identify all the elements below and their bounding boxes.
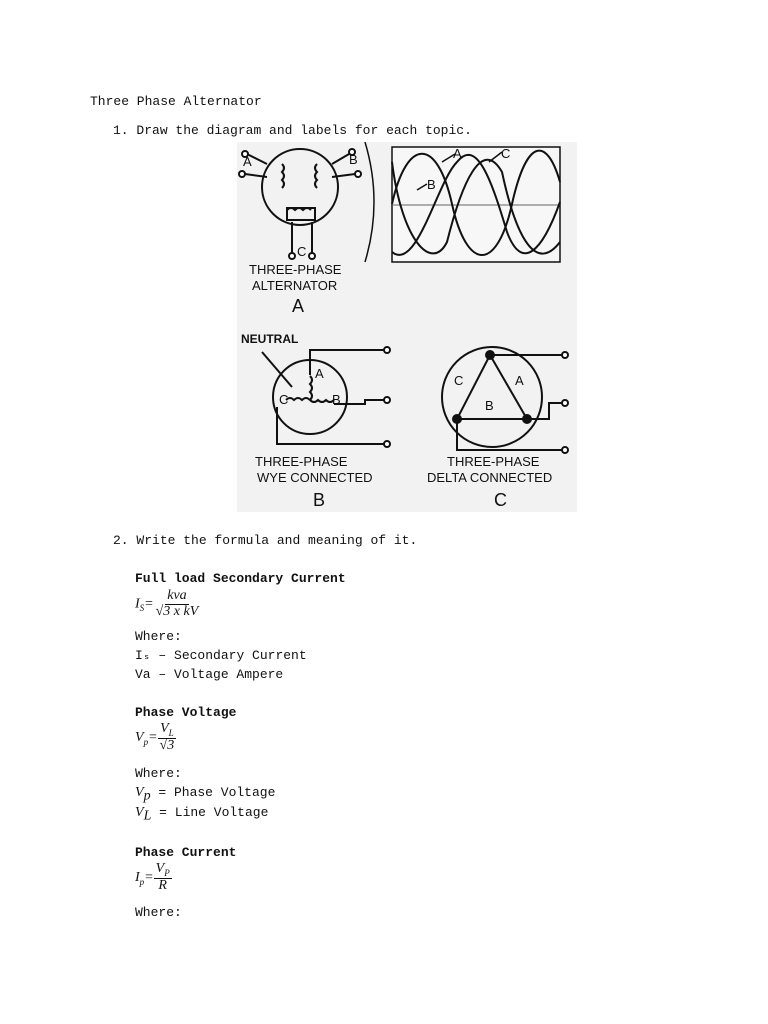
formula-lhs-sub: p	[143, 736, 149, 747]
where-label: Where:	[135, 766, 182, 781]
formula-numerator-symbol: V	[155, 861, 165, 876]
list-item-2	[113, 533, 417, 548]
formula-lhs: V	[135, 730, 144, 746]
formula-phase-current: $I_p=$ $\frac{V_P}{R}$	[135, 861, 170, 894]
definition-line	[135, 805, 268, 825]
definition-line: Va – Voltage Ampere	[135, 667, 284, 682]
formula-phase-voltage: $V_p=$ $\frac{V_L}{√3}$	[135, 721, 175, 754]
panel-b-caption-line2: WYE CONNECTED	[257, 470, 373, 485]
document-title: Three Phase Alternator	[90, 94, 262, 109]
panel-c-coil-label-a: A	[515, 373, 524, 388]
panel-b-coil-label-a: A	[315, 366, 324, 381]
panel-b-caption-line1: THREE-PHASE	[255, 454, 348, 469]
formula-denominator: √3	[159, 738, 175, 754]
panel-c-caption-line1: THREE-PHASE	[447, 454, 540, 469]
formula-heading: Phase Voltage	[135, 705, 237, 720]
list-number: 2.	[113, 533, 129, 548]
list-number: 1.	[113, 123, 129, 138]
wave-label-b: B	[427, 177, 436, 192]
definition-symbol: V	[135, 785, 144, 800]
definition-text: = Line Voltage	[151, 805, 269, 820]
formula-numerator-sub: L	[168, 727, 174, 738]
panel-a-coil-label-b: B	[349, 152, 358, 167]
formula-numerator	[158, 722, 176, 739]
list-item-1	[113, 123, 472, 138]
panel-b-coil-label-c: C	[279, 392, 289, 407]
panel-a-alternator	[239, 149, 361, 259]
formula-secondary-current: $I_S=$ $\frac{\text{kva}}{\text{√3 x kV}}$	[135, 588, 199, 619]
panel-b-coil-label-b: B	[332, 392, 341, 407]
formula-fraction	[158, 722, 177, 754]
waveform-box	[365, 142, 560, 262]
formula-fraction	[154, 589, 201, 619]
panel-a-caption-line1: THREE-PHASE	[249, 262, 342, 277]
formula-numerator	[154, 862, 172, 879]
wave-label-c: C	[501, 146, 511, 161]
panel-b-letter: B	[313, 490, 326, 510]
panel-c-delta	[442, 347, 568, 453]
formula-heading: Full load Secondary Current	[135, 571, 346, 586]
neutral-label: NEUTRAL	[241, 332, 299, 346]
three-phase-figure	[237, 142, 577, 512]
panel-a-coil-label-a: A	[243, 154, 252, 169]
definition-symbol: V	[135, 805, 144, 820]
formula-lhs-sub: S	[139, 603, 145, 614]
formula-heading: Phase Current	[135, 845, 237, 860]
panel-a-coil-label-c: C	[297, 244, 307, 259]
definition-text: = Phase Voltage	[150, 785, 276, 800]
wave-label-a: A	[453, 146, 462, 161]
formula-numerator: kva	[167, 588, 187, 603]
definition-line: Iₛ – Secondary Current	[135, 648, 307, 663]
formula-lhs-sub: p	[139, 876, 145, 887]
definition-symbol-sub: L	[143, 808, 152, 824]
list-text: Draw the diagram and labels for each topic.	[136, 123, 472, 138]
panel-c-coil-label-b: B	[485, 398, 494, 413]
formula-lhs: I	[135, 870, 140, 886]
formula-denominator: R	[158, 878, 167, 894]
panel-c-letter: C	[494, 490, 507, 510]
formula-lhs: I	[135, 596, 140, 612]
formula-numerator-sub: P	[164, 867, 170, 878]
definition-symbol-sub: p	[143, 788, 151, 804]
list-text: Write the formula and meaning of it.	[136, 533, 418, 548]
where-label: Where:	[135, 905, 182, 920]
formula-denominator: √3 x kV	[155, 603, 199, 619]
where-label: Where:	[135, 629, 182, 644]
formula-numerator-symbol: V	[160, 721, 169, 736]
definition-line	[135, 785, 275, 805]
panel-a-caption-line2: ALTERNATOR	[252, 278, 338, 293]
panel-c-caption-line2: DELTA CONNECTED	[427, 470, 553, 485]
panel-a-letter: A	[292, 296, 305, 316]
panel-c-coil-label-c: C	[454, 373, 464, 388]
formula-fraction	[154, 862, 172, 894]
